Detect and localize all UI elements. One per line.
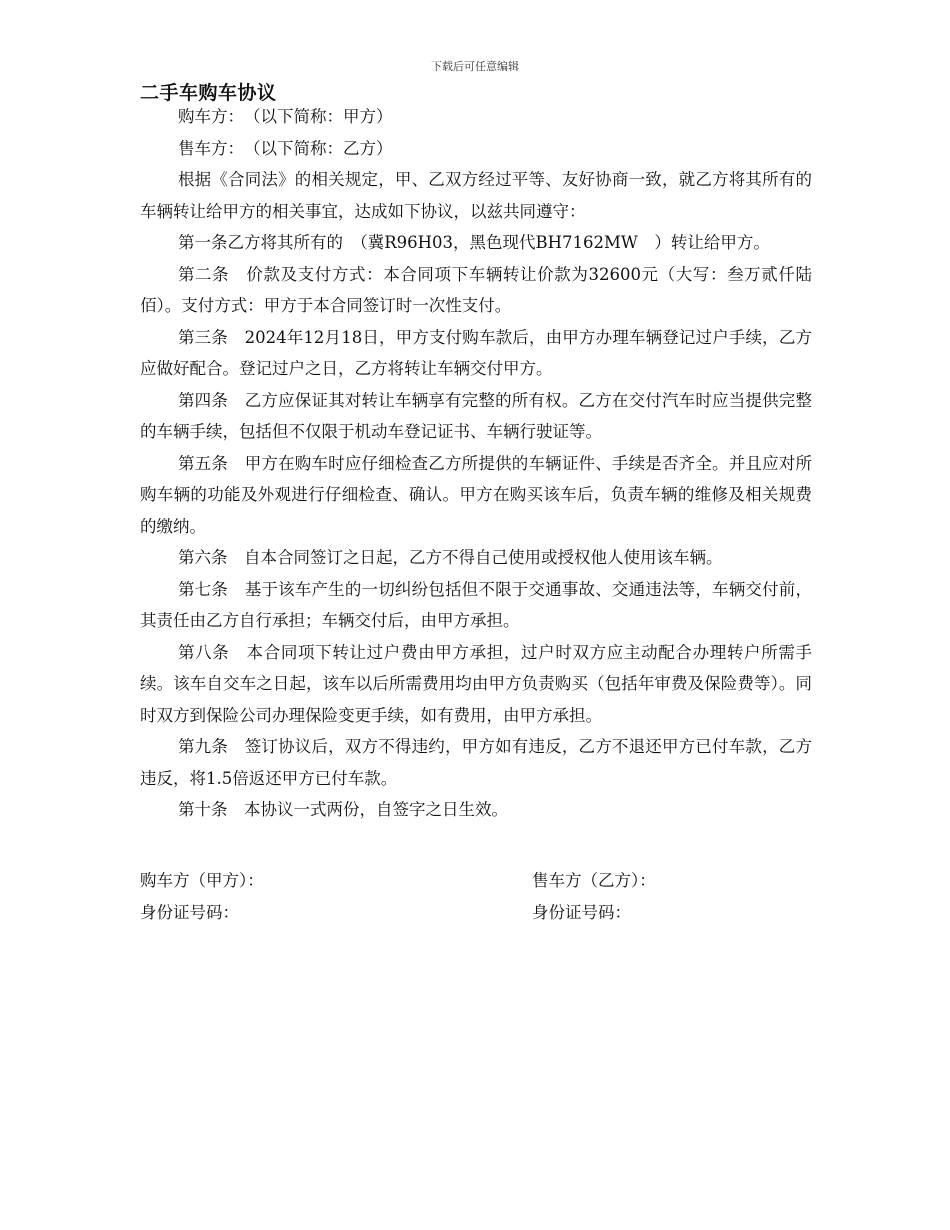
buyer-line: 购车方： （以下简称：甲方） — [177, 107, 393, 126]
preamble-paragraph: 根据《合同法》的相关规定，甲、乙双方经过平等、友好协商一致，就乙方将其所有的车辆转让给甲方的相关事宜，达成如下协议，以兹共同遵守： — [140, 170, 812, 221]
signature-party-row — [140, 865, 812, 897]
article-8: 第八条 本合同项下转让过户费由甲方承担，过户时双方应主动配合办理转户所需手续。该车自交车之日起，该车以后所需费用均由甲方负责购买（包括年审费及保险费等）。同时双方到保险公司办理保险变更手续，如有费用，由甲方承担。 — [140, 642, 812, 725]
seller-signature-label: 售车方（乙方）： — [532, 871, 656, 890]
article-7: 第七条 基于该车产生的一切纠纷包括但不限于交通事故、交通违法等，车辆交付前，其责任由乙方自行承担；车辆交付后，由甲方承担。 — [140, 579, 812, 630]
agreement-body — [140, 101, 812, 826]
signature-block — [140, 865, 812, 929]
article-9: 第九条 签订协议后，双方不得违约，甲方如有违反，乙方不退还甲方已付车款，乙方违反，将1.5倍返还甲方已付车款。 — [140, 737, 812, 788]
article-6: 第六条 自本合同签订之日起，乙方不得自己使用或授权他人使用该车辆。 — [177, 548, 723, 567]
article-4: 第四条 乙方应保证其对转让车辆享有完整的所有权。乙方在交付汽车时应当提供完整的车辆手续，包括但不仅限于机动车登记证书、车辆行驶证等。 — [140, 390, 812, 441]
article-2: 第二条 价款及支付方式：本合同项下车辆转让价款为32600元（大写：叁万贰仟陆佰）。支付方式：甲方于本合同签订时一次性支付。 — [140, 264, 812, 315]
article-5: 第五条 甲方在购车时应仔细检查乙方所提供的车辆证件、手续是否齐全。并且应对所购车辆的功能及外观进行仔细检查、确认。甲方在购买该车后，负责车辆的维修及相关规费的缴纳。 — [140, 453, 812, 536]
buyer-id-label: 身份证号码： — [140, 903, 239, 922]
article-3: 第三条 2024年12月18日，甲方支付购车款后，由甲方办理车辆登记过户手续，乙方应做好配合。登记过户之日，乙方将转让车辆交付甲方。 — [140, 327, 812, 378]
seller-id-label: 身份证号码： — [532, 903, 631, 922]
article-10: 第十条 本协议一式两份，自签字之日生效。 — [177, 800, 508, 819]
signature-id-row — [140, 897, 812, 929]
buyer-signature-label: 购车方（甲方）： — [140, 871, 264, 890]
article-1: 第一条乙方将其所有的 （冀R96H03，黑色现代BH7162MW ）转让给甲方。 — [177, 233, 770, 252]
document-title: 二手车购车协议 — [140, 82, 277, 104]
seller-line: 售车方： （以下简称：乙方） — [177, 138, 393, 158]
header-note: 下载后可任意编辑 — [431, 60, 519, 73]
